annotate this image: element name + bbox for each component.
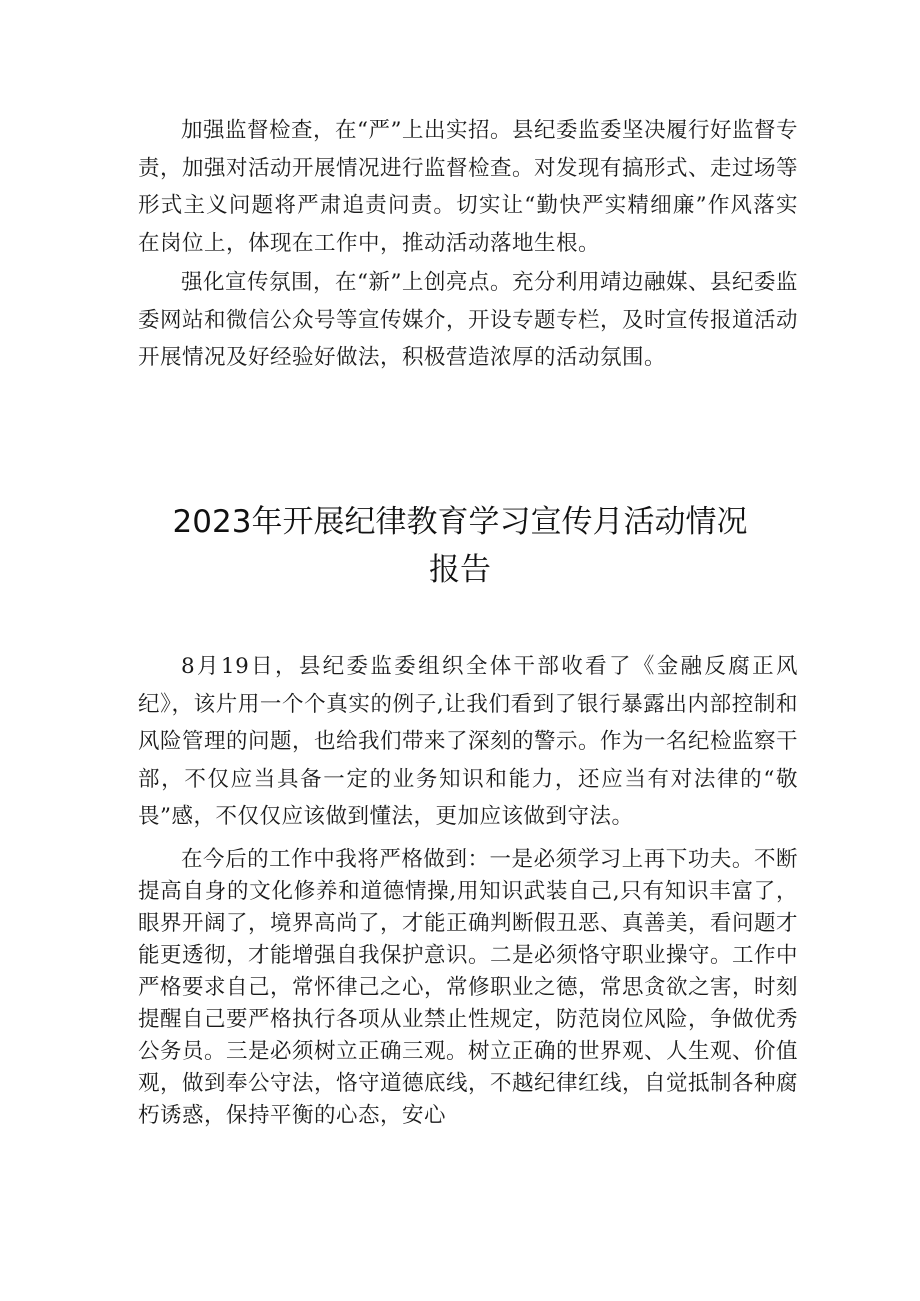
paragraph-publicity: 强化宣传氛围，在“新”上创亮点。充分利用靖边融媒、县纪委监委网站和微信公众号等宣传媒介，开设专题专栏，及时宣传报道活动开展情况及好经验好做法，积极营造浓厚的活动氛围。 [138,270,799,370]
paragraph-supervision: 加强监督检查，在“严”上出实招。县纪委监委坚决履行好监督专责，加强对活动开展情况进行监督检查。对发现有搞形式、走过场等形式主义问题将严肃追责问责。切实让“勤快严实精细廉”作风落实在岗位上，体现在工作中，推动活动落地生根。 [138,118,799,256]
report-title [100,498,820,594]
report-title-line1: 2023年开展纪律教育学习宣传月活动情况 [172,504,748,540]
top-section [138,112,798,377]
report-body [138,648,798,1132]
report-title-line2: 报告 [429,552,491,588]
paragraph-commitments: 在今后的工作中我将严格做到：一是必须学习上再下功夫。不断提高自身的文化修养和道德情操,用知识武装自己,只有知识丰富了，眼界开阔了，境界高尚了，才能正确判断假丑恶、真善美，看问题才能更透彻，才能增强自我保护意识。二是必须恪守职业操守。工作中严格要求自己，常怀律己之心，常修职业之德，常思贪欲之害，时刻提醒自己要严格执行各项从业禁止性规定，防范岗位风险，争做优秀公务员。三是必须树立正确三观。树立正确的世界观、人生观、价值观，做到奉公守法，恪守道德底线，不越纪律红线，自觉抵制各种腐朽诱惑，保持平衡的心态，安心 [138,846,799,1128]
paragraph-film-review: 8月19日，县纪委监委组织全体干部收看了《金融反腐正风纪》，该片用一个个真实的例子,让我们看到了银行暴露出内部控制和风险管理的问题，也给我们带来了深刻的警示。作为一名纪检监察干部，不仅应当具备一定的业务知识和能力，还应当有对法律的“敬畏”感，不仅仅应该做到懂法，更加应该做到守法。 [138,654,799,829]
